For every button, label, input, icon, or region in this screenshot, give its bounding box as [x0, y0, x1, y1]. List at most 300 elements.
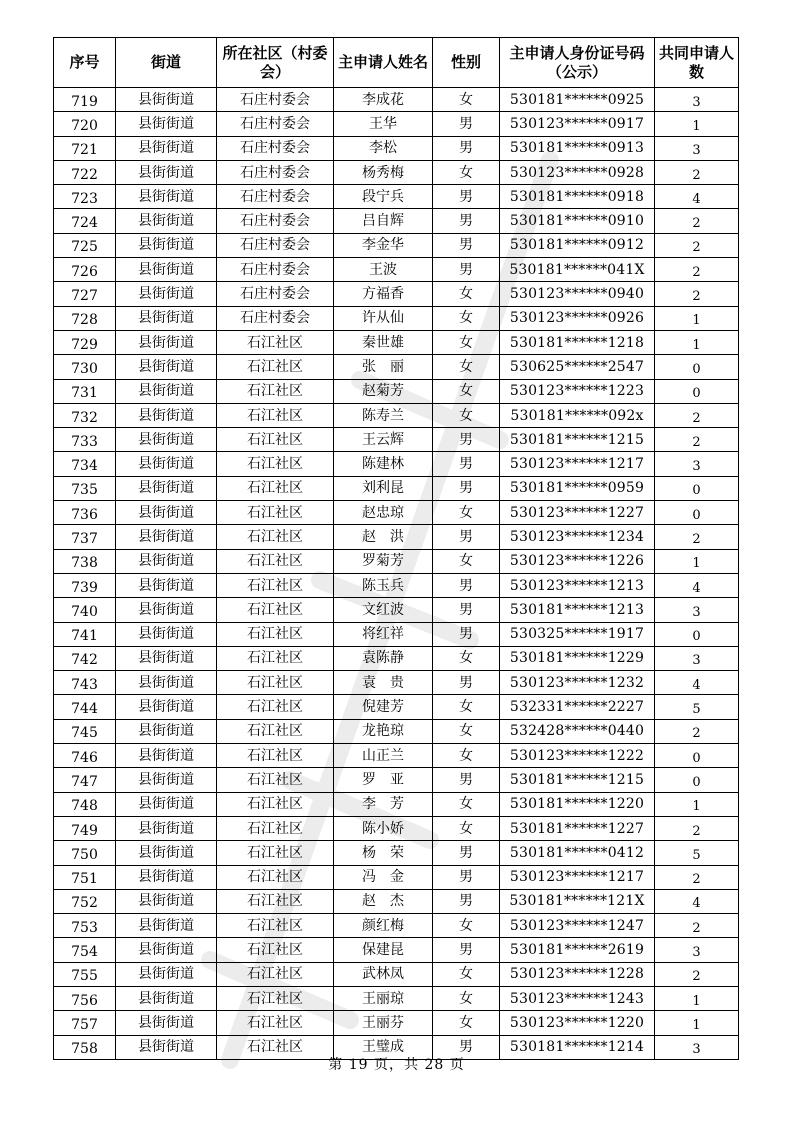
co-applicant-count-cell: 0: [655, 504, 739, 528]
id-number-cell: 530123******1213: [500, 573, 655, 597]
name-cell: 罗菊芳: [334, 549, 433, 573]
community-cell: 石庄村委会: [217, 185, 334, 209]
table-row: [54, 1011, 739, 1035]
table-row: [54, 282, 739, 306]
table-row: [54, 233, 739, 257]
name-cell: 王丽琼: [334, 986, 433, 1010]
co-applicant-count-cell: 3: [655, 455, 739, 479]
seq-cell: 726: [54, 260, 116, 284]
community-cell: 石江社区: [217, 962, 334, 986]
name-cell: 陈小娇: [334, 816, 433, 840]
name-cell: 许从仙: [334, 306, 433, 330]
name-cell: 王云辉: [334, 428, 433, 452]
name-cell: 冯 金: [334, 865, 433, 889]
co-applicant-count-cell: 5: [655, 844, 739, 868]
seq-cell: 746: [54, 746, 116, 770]
id-number-cell: 530181******1214: [500, 1035, 655, 1059]
id-number-cell: 530181******0959: [500, 476, 655, 500]
header-id-number: 主申请人身份证号码（公示）: [500, 38, 655, 88]
seq-cell: 725: [54, 235, 116, 259]
street-cell: 县街街道: [116, 889, 217, 913]
community-cell: 石江社区: [217, 889, 334, 913]
co-applicant-count-cell: 0: [655, 479, 739, 503]
co-applicant-count-cell: 1: [655, 115, 739, 139]
co-applicant-count-cell: 4: [655, 892, 739, 916]
gender-cell: 男: [433, 622, 500, 646]
name-cell: 王华: [334, 112, 433, 136]
co-applicant-count-cell: 2: [655, 819, 739, 843]
header-seq: 序号: [54, 38, 116, 88]
name-cell: 将红祥: [334, 622, 433, 646]
community-cell: 石江社区: [217, 719, 334, 743]
co-applicant-count-cell: 1: [655, 989, 739, 1013]
gender-cell: 女: [433, 549, 500, 573]
gender-cell: 男: [433, 573, 500, 597]
table-row: [54, 768, 739, 792]
name-cell: 陈建林: [334, 452, 433, 476]
street-cell: 县街街道: [116, 209, 217, 233]
table-row: [54, 816, 739, 840]
co-applicant-count-cell: 1: [655, 795, 739, 819]
gender-cell: 男: [433, 671, 500, 695]
co-applicant-count-cell: 4: [655, 576, 739, 600]
table-row: [54, 865, 739, 889]
street-cell: 县街街道: [116, 695, 217, 719]
community-cell: 石庄村委会: [217, 88, 334, 112]
seq-cell: 751: [54, 867, 116, 891]
gender-cell: 男: [433, 476, 500, 500]
community-cell: 石江社区: [217, 573, 334, 597]
community-cell: 石江社区: [217, 525, 334, 549]
co-applicant-count-cell: 2: [655, 212, 739, 236]
header-gender: 性别: [433, 38, 500, 88]
co-applicant-count-cell: 0: [655, 358, 739, 382]
id-number-cell: 530123******0926: [500, 306, 655, 330]
street-cell: 县街街道: [116, 452, 217, 476]
seq-cell: 721: [54, 138, 116, 162]
table-row: [54, 258, 739, 282]
gender-cell: 女: [433, 816, 500, 840]
community-cell: 石庄村委会: [217, 209, 334, 233]
table-row: [54, 646, 739, 670]
seq-cell: 731: [54, 381, 116, 405]
co-applicant-count-cell: 2: [655, 431, 739, 455]
table-row: [54, 88, 739, 112]
street-cell: 县街街道: [116, 841, 217, 865]
street-cell: 县街街道: [116, 1011, 217, 1035]
id-number-cell: 530123******1234: [500, 525, 655, 549]
street-cell: 县街街道: [116, 744, 217, 768]
id-number-cell: 530123******0917: [500, 112, 655, 136]
table-row: [54, 452, 739, 476]
table-row: [54, 598, 739, 622]
id-number-cell: 530181******1229: [500, 646, 655, 670]
gender-cell: 男: [433, 136, 500, 160]
seq-cell: 723: [54, 187, 116, 211]
street-cell: 县街街道: [116, 379, 217, 403]
co-applicant-count-cell: 3: [655, 649, 739, 673]
co-applicant-count-cell: 2: [655, 236, 739, 260]
id-number-cell: 530181******0925: [500, 88, 655, 112]
community-cell: 石江社区: [217, 841, 334, 865]
street-cell: 县街街道: [116, 233, 217, 257]
community-cell: 石江社区: [217, 355, 334, 379]
street-cell: 县街街道: [116, 501, 217, 525]
gender-cell: 女: [433, 403, 500, 427]
id-number-cell: 530181******0910: [500, 209, 655, 233]
community-cell: 石江社区: [217, 744, 334, 768]
table-row: [54, 719, 739, 743]
name-cell: 吕自辉: [334, 209, 433, 233]
community-cell: 石江社区: [217, 330, 334, 354]
co-applicant-count-cell: 2: [655, 528, 739, 552]
id-number-cell: 532428******0440: [500, 719, 655, 743]
name-cell: 文红波: [334, 598, 433, 622]
applicant-table: [53, 37, 739, 1060]
street-cell: 县街街道: [116, 986, 217, 1010]
co-applicant-count-cell: 2: [655, 965, 739, 989]
gender-cell: 女: [433, 160, 500, 184]
name-cell: 颜红梅: [334, 914, 433, 938]
id-number-cell: 530181******0918: [500, 185, 655, 209]
name-cell: 罗 亚: [334, 768, 433, 792]
id-number-cell: 530123******1222: [500, 744, 655, 768]
seq-cell: 732: [54, 405, 116, 429]
gender-cell: 男: [433, 841, 500, 865]
id-number-cell: 530181******2619: [500, 938, 655, 962]
co-applicant-count-cell: 0: [655, 625, 739, 649]
table-row: [54, 671, 739, 695]
id-number-cell: 530123******1223: [500, 379, 655, 403]
community-cell: 石江社区: [217, 986, 334, 1010]
table-row: [54, 962, 739, 986]
name-cell: 赵 洪: [334, 525, 433, 549]
street-cell: 县街街道: [116, 938, 217, 962]
id-number-cell: 530181******0412: [500, 841, 655, 865]
name-cell: 王丽芬: [334, 1011, 433, 1035]
co-applicant-count-cell: 3: [655, 601, 739, 625]
gender-cell: 男: [433, 1035, 500, 1059]
id-number-cell: 530123******1232: [500, 671, 655, 695]
id-number-cell: 530123******0928: [500, 160, 655, 184]
community-cell: 石庄村委会: [217, 306, 334, 330]
name-cell: 秦世雄: [334, 330, 433, 354]
name-cell: 赵忠琼: [334, 501, 433, 525]
table-row: [54, 379, 739, 403]
gender-cell: 女: [433, 695, 500, 719]
table-row: [54, 525, 739, 549]
seq-cell: 755: [54, 964, 116, 988]
table-row: [54, 986, 739, 1010]
gender-cell: 男: [433, 209, 500, 233]
table-row: [54, 501, 739, 525]
street-cell: 县街街道: [116, 525, 217, 549]
seq-cell: 734: [54, 454, 116, 478]
name-cell: 李成花: [334, 88, 433, 112]
street-cell: 县街街道: [116, 403, 217, 427]
community-cell: 石江社区: [217, 646, 334, 670]
community-cell: 石江社区: [217, 792, 334, 816]
street-cell: 县街街道: [116, 598, 217, 622]
id-number-cell: 530181******1220: [500, 792, 655, 816]
gender-cell: 男: [433, 428, 500, 452]
seq-cell: 724: [54, 211, 116, 235]
seq-cell: 752: [54, 891, 116, 915]
id-number-cell: 530625******2547: [500, 355, 655, 379]
co-applicant-count-cell: 3: [655, 941, 739, 965]
street-cell: 县街街道: [116, 282, 217, 306]
table-row: [54, 914, 739, 938]
table-row: [54, 428, 739, 452]
co-applicant-count-cell: 0: [655, 382, 739, 406]
street-cell: 县街街道: [116, 671, 217, 695]
table-row: [54, 330, 739, 354]
seq-cell: 737: [54, 527, 116, 551]
gender-cell: 女: [433, 1011, 500, 1035]
id-number-cell: 530123******1217: [500, 865, 655, 889]
community-cell: 石江社区: [217, 938, 334, 962]
seq-cell: 739: [54, 575, 116, 599]
street-cell: 县街街道: [116, 962, 217, 986]
community-cell: 石庄村委会: [217, 136, 334, 160]
street-cell: 县街街道: [116, 306, 217, 330]
street-cell: 县街街道: [116, 355, 217, 379]
seq-cell: 753: [54, 916, 116, 940]
community-cell: 石庄村委会: [217, 282, 334, 306]
gender-cell: 男: [433, 112, 500, 136]
seq-cell: 748: [54, 794, 116, 818]
gender-cell: 男: [433, 185, 500, 209]
gender-cell: 女: [433, 282, 500, 306]
seq-cell: 747: [54, 770, 116, 794]
gender-cell: 男: [433, 768, 500, 792]
name-cell: 张 丽: [334, 355, 433, 379]
street-cell: 县街街道: [116, 258, 217, 282]
community-cell: 石江社区: [217, 1011, 334, 1035]
id-number-cell: 530181******0912: [500, 233, 655, 257]
id-number-cell: 530181******1215: [500, 768, 655, 792]
community-cell: 石江社区: [217, 403, 334, 427]
co-applicant-count-cell: 2: [655, 406, 739, 430]
street-cell: 县街街道: [116, 136, 217, 160]
co-applicant-count-cell: 2: [655, 722, 739, 746]
street-cell: 县街街道: [116, 573, 217, 597]
gender-cell: 男: [433, 865, 500, 889]
gender-cell: 女: [433, 792, 500, 816]
table-header-row: [54, 38, 739, 88]
seq-cell: 745: [54, 721, 116, 745]
seq-cell: 754: [54, 940, 116, 964]
street-cell: 县街街道: [116, 816, 217, 840]
seq-cell: 756: [54, 988, 116, 1012]
seq-cell: 738: [54, 551, 116, 575]
street-cell: 县街街道: [116, 88, 217, 112]
co-applicant-count-cell: 2: [655, 163, 739, 187]
gender-cell: 男: [433, 258, 500, 282]
co-applicant-count-cell: 4: [655, 188, 739, 212]
table-row: [54, 112, 739, 136]
table-row: [54, 476, 739, 500]
street-cell: 县街街道: [116, 428, 217, 452]
gender-cell: 女: [433, 962, 500, 986]
table-row: [54, 549, 739, 573]
street-cell: 县街街道: [116, 330, 217, 354]
table-row: [54, 355, 739, 379]
street-cell: 县街街道: [116, 112, 217, 136]
table-row: [54, 889, 739, 913]
community-cell: 石江社区: [217, 914, 334, 938]
seq-cell: 730: [54, 357, 116, 381]
gender-cell: 男: [433, 889, 500, 913]
name-cell: 段宁兵: [334, 185, 433, 209]
id-number-cell: 530181******092x: [500, 403, 655, 427]
seq-cell: 729: [54, 332, 116, 356]
street-cell: 县街街道: [116, 476, 217, 500]
table-row: [54, 209, 739, 233]
id-number-cell: 530181******041X: [500, 258, 655, 282]
gender-cell: 女: [433, 719, 500, 743]
community-cell: 石江社区: [217, 428, 334, 452]
community-cell: 石江社区: [217, 671, 334, 695]
community-cell: 石江社区: [217, 501, 334, 525]
id-number-cell: 530181******1218: [500, 330, 655, 354]
id-number-cell: 530325******1917: [500, 622, 655, 646]
street-cell: 县街街道: [116, 865, 217, 889]
id-number-cell: 530181******121X: [500, 889, 655, 913]
gender-cell: 女: [433, 744, 500, 768]
seq-cell: 735: [54, 478, 116, 502]
community-cell: 石庄村委会: [217, 258, 334, 282]
seq-cell: 758: [54, 1037, 116, 1061]
community-cell: 石江社区: [217, 379, 334, 403]
name-cell: 方福香: [334, 282, 433, 306]
seq-cell: 720: [54, 114, 116, 138]
name-cell: 赵菊芳: [334, 379, 433, 403]
gender-cell: 女: [433, 355, 500, 379]
name-cell: 陈玉兵: [334, 573, 433, 597]
gender-cell: 女: [433, 986, 500, 1010]
name-cell: 保建昆: [334, 938, 433, 962]
page-number-footer: 第 19 页，共 28 页: [328, 1057, 465, 1073]
id-number-cell: 530181******1215: [500, 428, 655, 452]
co-applicant-count-cell: 4: [655, 674, 739, 698]
community-cell: 石江社区: [217, 768, 334, 792]
seq-cell: 728: [54, 308, 116, 332]
id-number-cell: 530123******1243: [500, 986, 655, 1010]
id-number-cell: 530123******1227: [500, 501, 655, 525]
community-cell: 石庄村委会: [217, 112, 334, 136]
co-applicant-count-cell: 3: [655, 139, 739, 163]
name-cell: 武林凤: [334, 962, 433, 986]
community-cell: 石江社区: [217, 816, 334, 840]
header-community: 所在社区（村委会）: [217, 38, 334, 88]
co-applicant-count-cell: 3: [655, 91, 739, 115]
table-row: [54, 841, 739, 865]
name-cell: 杨秀梅: [334, 160, 433, 184]
street-cell: 县街街道: [116, 160, 217, 184]
seq-cell: 727: [54, 284, 116, 308]
street-cell: 县街街道: [116, 185, 217, 209]
co-applicant-count-cell: 5: [655, 698, 739, 722]
seq-cell: 733: [54, 430, 116, 454]
name-cell: 王波: [334, 258, 433, 282]
street-cell: 县街街道: [116, 768, 217, 792]
co-applicant-count-cell: 0: [655, 771, 739, 795]
name-cell: 龙艳琼: [334, 719, 433, 743]
gender-cell: 女: [433, 501, 500, 525]
name-cell: 袁陈静: [334, 646, 433, 670]
name-cell: 山正兰: [334, 744, 433, 768]
table-row: [54, 185, 739, 209]
name-cell: 王璧成: [334, 1035, 433, 1059]
id-number-cell: 530123******1247: [500, 914, 655, 938]
table-body: [54, 88, 739, 1060]
gender-cell: 男: [433, 233, 500, 257]
co-applicant-count-cell: 3: [655, 1038, 739, 1062]
co-applicant-count-cell: 0: [655, 747, 739, 771]
community-cell: 石江社区: [217, 452, 334, 476]
header-applicant-name: 主申请人姓名: [334, 38, 433, 88]
community-cell: 石江社区: [217, 476, 334, 500]
gender-cell: 男: [433, 598, 500, 622]
street-cell: 县街街道: [116, 914, 217, 938]
gender-cell: 男: [433, 525, 500, 549]
street-cell: 县街街道: [116, 646, 217, 670]
seq-cell: 719: [54, 90, 116, 114]
table-row: [54, 403, 739, 427]
id-number-cell: 530181******0913: [500, 136, 655, 160]
seq-cell: 741: [54, 624, 116, 648]
id-number-cell: 530123******1228: [500, 962, 655, 986]
co-applicant-count-cell: 2: [655, 261, 739, 285]
street-cell: 县街街道: [116, 549, 217, 573]
co-applicant-count-cell: 1: [655, 333, 739, 357]
header-co-applicants: 共同申请人数: [655, 38, 739, 88]
name-cell: 倪建芳: [334, 695, 433, 719]
seq-cell: 757: [54, 1013, 116, 1037]
gender-cell: 女: [433, 306, 500, 330]
id-number-cell: 530181******1213: [500, 598, 655, 622]
seq-cell: 743: [54, 673, 116, 697]
name-cell: 李 芳: [334, 792, 433, 816]
co-applicant-count-cell: 1: [655, 309, 739, 333]
community-cell: 石江社区: [217, 1035, 334, 1059]
gender-cell: 女: [433, 914, 500, 938]
seq-cell: 736: [54, 503, 116, 527]
community-cell: 石江社区: [217, 598, 334, 622]
gender-cell: 女: [433, 88, 500, 112]
seq-cell: 749: [54, 818, 116, 842]
seq-cell: 722: [54, 162, 116, 186]
co-applicant-count-cell: 2: [655, 917, 739, 941]
name-cell: 李松: [334, 136, 433, 160]
table-row: [54, 744, 739, 768]
name-cell: 袁 贵: [334, 671, 433, 695]
id-number-cell: 530123******1226: [500, 549, 655, 573]
gender-cell: 女: [433, 379, 500, 403]
name-cell: 李金华: [334, 233, 433, 257]
gender-cell: 男: [433, 452, 500, 476]
seq-cell: 740: [54, 600, 116, 624]
co-applicant-count-cell: 2: [655, 285, 739, 309]
community-cell: 石江社区: [217, 622, 334, 646]
id-number-cell: 530123******0940: [500, 282, 655, 306]
id-number-cell: 530123******1220: [500, 1011, 655, 1035]
street-cell: 县街街道: [116, 719, 217, 743]
co-applicant-count-cell: 1: [655, 552, 739, 576]
co-applicant-count-cell: 1: [655, 1014, 739, 1038]
name-cell: 杨 荣: [334, 841, 433, 865]
